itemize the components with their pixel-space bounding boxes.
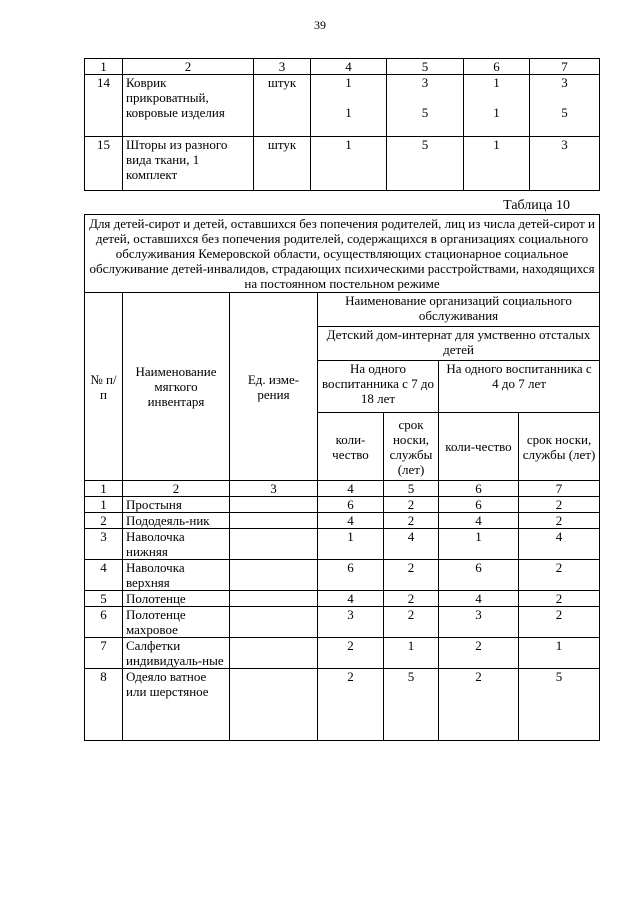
item-unit: штук: [254, 137, 311, 191]
term-4-7: 5: [519, 669, 600, 741]
item-name: Наволочка верхняя: [123, 560, 230, 591]
org-name: Детский дом-интернат для умственно отсталых детей: [318, 327, 600, 361]
row-number: 3: [85, 529, 123, 560]
quantity-7-18: 4: [318, 513, 384, 529]
term-7-18: 4: [384, 529, 439, 560]
quantity-7-18: 1: [318, 529, 384, 560]
value: 1: [345, 75, 352, 90]
item-name: Полотенце: [123, 591, 230, 607]
quantity-4-7: 2: [439, 669, 519, 741]
value-cell: 1: [464, 137, 530, 191]
col-header-quantity: коли-чество: [318, 413, 384, 481]
item-name: Наволочка нижняя: [123, 529, 230, 560]
term-4-7: 2: [519, 591, 600, 607]
quantity-4-7: 1: [439, 529, 519, 560]
value-cell: [464, 75, 530, 137]
item-name: Коврик прикроватный, ковровые изделия: [123, 75, 254, 137]
row-number: 14: [85, 75, 123, 137]
table-row: [85, 591, 600, 607]
index-cell: 3: [230, 481, 318, 497]
quantity-7-18: 3: [318, 607, 384, 638]
term-7-18: 5: [384, 669, 439, 741]
col-header-name: Наименование мягкого инвентаря: [123, 293, 230, 481]
table-title: Для детей-сирот и детей, оставшихся без попечения родителей, лиц из числа детей-сирот и детей, оставшихся без попечения родителей, содержащихся в организациях социального обслуживания Кемеровской области, осуществляющих стационарное социальное обслуживание детей-инвалидов, страдающих психическими расстройствами, находящихся на постоянном постельном режиме: [85, 215, 600, 293]
term-4-7: 4: [519, 529, 600, 560]
item-unit: [230, 638, 318, 669]
quantity-7-18: 6: [318, 497, 384, 513]
table-row: [85, 560, 600, 591]
value-cell: [311, 75, 387, 137]
term-4-7: 1: [519, 638, 600, 669]
term-4-7: 2: [519, 497, 600, 513]
value: 3: [561, 75, 568, 90]
col-header-quantity: коли-чество: [439, 413, 519, 481]
header-cell: 2: [123, 59, 254, 75]
row-number: 2: [85, 513, 123, 529]
quantity-4-7: 4: [439, 513, 519, 529]
col-header-term: срок носки, службы (лет): [519, 413, 600, 481]
quantity-4-7: 6: [439, 560, 519, 591]
table-row: [85, 529, 600, 560]
table-title-row: [85, 215, 600, 293]
row-number: 8: [85, 669, 123, 741]
soft-inventory-table: [84, 214, 600, 741]
col-header-unit: Ед. изме-рения: [230, 293, 318, 481]
index-row: [85, 481, 600, 497]
header-cell: 6: [464, 59, 530, 75]
term-7-18: 2: [384, 513, 439, 529]
item-name: Шторы из разного вида ткани, 1 комплект: [123, 137, 254, 191]
group-header-7-18: На одного воспитанника с 7 до 18 лет: [318, 361, 439, 413]
index-cell: 5: [384, 481, 439, 497]
item-name: Простыня: [123, 497, 230, 513]
quantity-4-7: 2: [439, 638, 519, 669]
row-number: 7: [85, 638, 123, 669]
quantity-4-7: 3: [439, 607, 519, 638]
table-row: [85, 669, 600, 741]
table-row: [85, 497, 600, 513]
row-number: 4: [85, 560, 123, 591]
item-unit: [230, 560, 318, 591]
table-header-row: [85, 59, 600, 75]
term-7-18: 2: [384, 607, 439, 638]
value-cell: 1: [311, 137, 387, 191]
value: 1: [493, 75, 500, 90]
item-unit: [230, 591, 318, 607]
term-4-7: 2: [519, 560, 600, 591]
row-number: 1: [85, 497, 123, 513]
quantity-7-18: 2: [318, 669, 384, 741]
item-name: Одеяло ватное или шерстяное: [123, 669, 230, 741]
value-cell: 5: [387, 137, 464, 191]
row-number: 6: [85, 607, 123, 638]
header-cell: 1: [85, 59, 123, 75]
term-4-7: 2: [519, 513, 600, 529]
term-7-18: 2: [384, 591, 439, 607]
item-unit: [230, 529, 318, 560]
table-row: [85, 75, 600, 137]
row-number: 5: [85, 591, 123, 607]
item-unit: штук: [254, 75, 311, 137]
item-name: Полотенце махровое: [123, 607, 230, 638]
item-unit: [230, 513, 318, 529]
value: 3: [421, 75, 429, 90]
page-number: 39: [314, 18, 326, 32]
table-row: [85, 638, 600, 669]
quantity-7-18: 4: [318, 591, 384, 607]
table-row: [85, 607, 600, 638]
value-cell: [387, 75, 464, 137]
header-cell: 5: [387, 59, 464, 75]
index-cell: 4: [318, 481, 384, 497]
value: 1: [493, 105, 500, 120]
table-row: [85, 513, 600, 529]
index-cell: 7: [519, 481, 600, 497]
term-7-18: 2: [384, 497, 439, 513]
index-cell: 6: [439, 481, 519, 497]
quantity-4-7: 6: [439, 497, 519, 513]
quantity-7-18: 6: [318, 560, 384, 591]
quantity-7-18: 2: [318, 638, 384, 669]
row-number: 15: [85, 137, 123, 191]
index-cell: 2: [123, 481, 230, 497]
value-cell: 3: [530, 137, 600, 191]
col-header-term: срок носки, службы (лет): [384, 413, 439, 481]
value: 1: [345, 105, 352, 120]
col-header-number: № п/п: [85, 293, 123, 481]
item-unit: [230, 497, 318, 513]
item-name: Салфетки индивидуаль-ные: [123, 638, 230, 669]
header-cell: 3: [254, 59, 311, 75]
item-unit: [230, 607, 318, 638]
table-caption: Таблица 10: [503, 198, 570, 213]
term-7-18: 2: [384, 560, 439, 591]
quantity-4-7: 4: [439, 591, 519, 607]
table-row: [85, 137, 600, 191]
item-unit: [230, 669, 318, 741]
group-header-4-7: На одного воспитанника с 4 до 7 лет: [439, 361, 600, 413]
value: 5: [421, 105, 429, 120]
item-name: Пододеяль-ник: [123, 513, 230, 529]
continuation-table: [84, 58, 600, 191]
table-header-row: [85, 293, 600, 327]
index-cell: 1: [85, 481, 123, 497]
value-cell: [530, 75, 600, 137]
org-header: Наименование организаций социального обслуживания: [318, 293, 600, 327]
header-cell: 7: [530, 59, 600, 75]
term-4-7: 2: [519, 607, 600, 638]
header-cell: 4: [311, 59, 387, 75]
term-7-18: 1: [384, 638, 439, 669]
value: 5: [561, 105, 568, 120]
